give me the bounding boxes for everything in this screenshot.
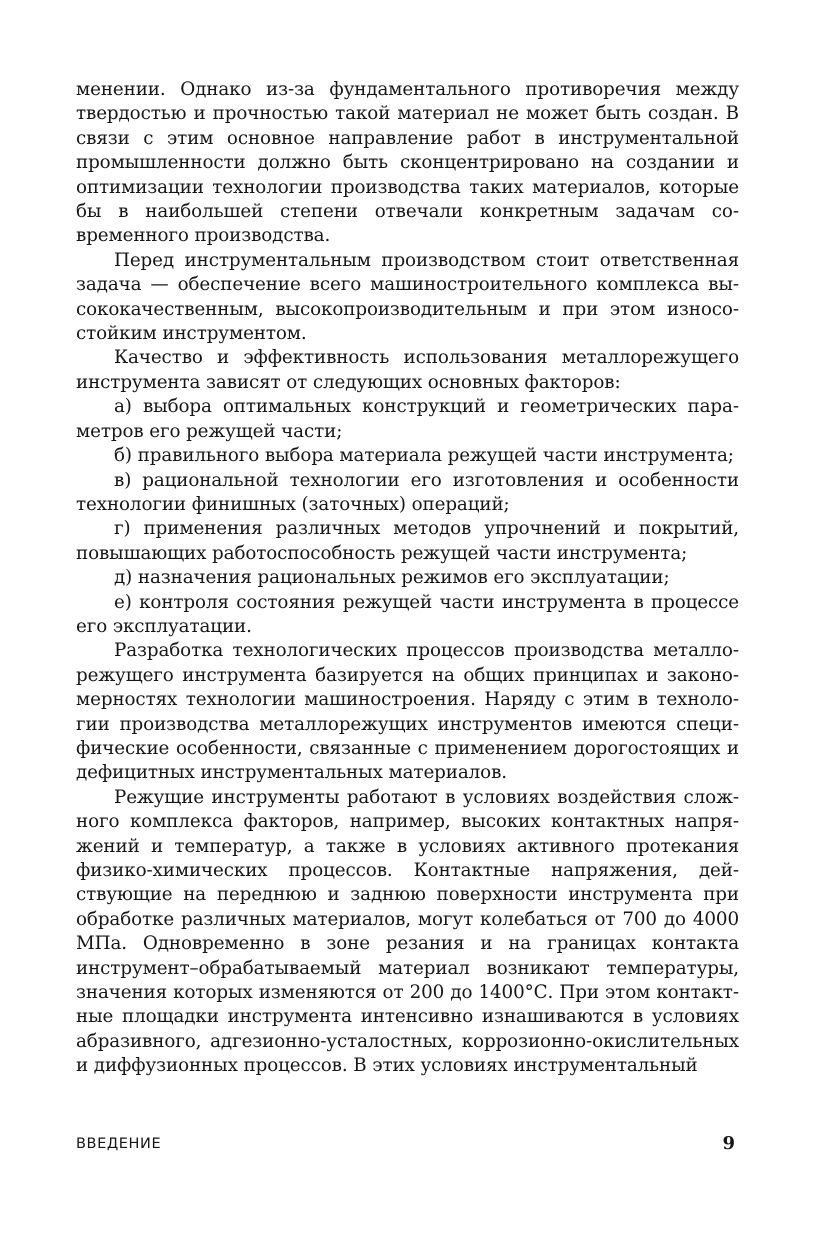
page-number: 9: [722, 1133, 735, 1154]
paragraph-quality-factors-intro: Качество и эффективность использования металлорежущего инструмента зависят от следующих основных факторов:: [76, 347, 739, 393]
list-item: д) назначения рациональных режимов его эксплуатации;: [114, 567, 670, 589]
page-footer: [76, 1133, 739, 1157]
list-item: г) применения различных методов упрочнений и покрытий, повышающих работоспособность режущей части инструмента;: [76, 518, 739, 564]
factor-list: [76, 395, 739, 639]
paragraph-cutting-conditions: Режущие инструменты работают в условиях воздействия сложного комплекса факторов, например, высоких контактных напряжений и температур, а также в условиях активного протекания физико-химических процессов. Контактные напряжения, действующие на переднюю и заднюю поверхности инструмента при обработке различных материалов, могут колебаться от 700 до 4000 МПа. Одновременно в зоне резания и на границах контакта инструмент–обрабатываемый материал возникают температуры, значения которых изменяются от 200 до 1400°С. При этом контактные площадки инструмента интенсивно изнашиваются в условиях абразивного, адгезионно-усталостных, коррозионно-окислительных и диффузионных процессов. В этих условиях инструментальный: [76, 786, 739, 1077]
list-item: а) выбора оптимальных конструкций и геометрических параметров его режущей части;: [76, 396, 739, 442]
paragraph-continuation: менении. Однако из-за фундаментального противоречия между твердостью и прочностью такой материал не может быть создан. В связи с этим основное направление работ в инструментальной промышленности должно быть сконцентрировано на создании и оптимизации технологии производства таких материалов, которые бы в наибольшей степени отвечали конкретным задачам современного производства.: [76, 79, 739, 247]
list-item: б) правильного выбора материала режущей части инструмента;: [114, 445, 734, 467]
main-text: [76, 78, 739, 1079]
list-item: в) рациональной технологии его изготовления и особенности технологии финишных (заточных) операций;: [76, 469, 739, 515]
paragraph-process-development: Разработка технологических процессов производства металлорежущего инструмента базируется на общих принципах и закономерностях технологии машиностроения. Наряду с этим в технологии производства металлорежущих инструментов имеются специфические особенности, связанные с применением дорогостоящих и дефицитных инструментальных материалов.: [76, 640, 739, 784]
list-item: е) контроля состояния режущей части инструмента в процессе его эксплуатации.: [76, 591, 739, 637]
section-title: ВВЕДЕНИЕ: [76, 1136, 162, 1152]
paragraph-task: Перед инструментальным производством стоит ответственная задача — обеспечение всего машиностроительного комплекса высококачественным, высокопроизводительным и при этом износостойким инструментом.: [76, 249, 739, 345]
